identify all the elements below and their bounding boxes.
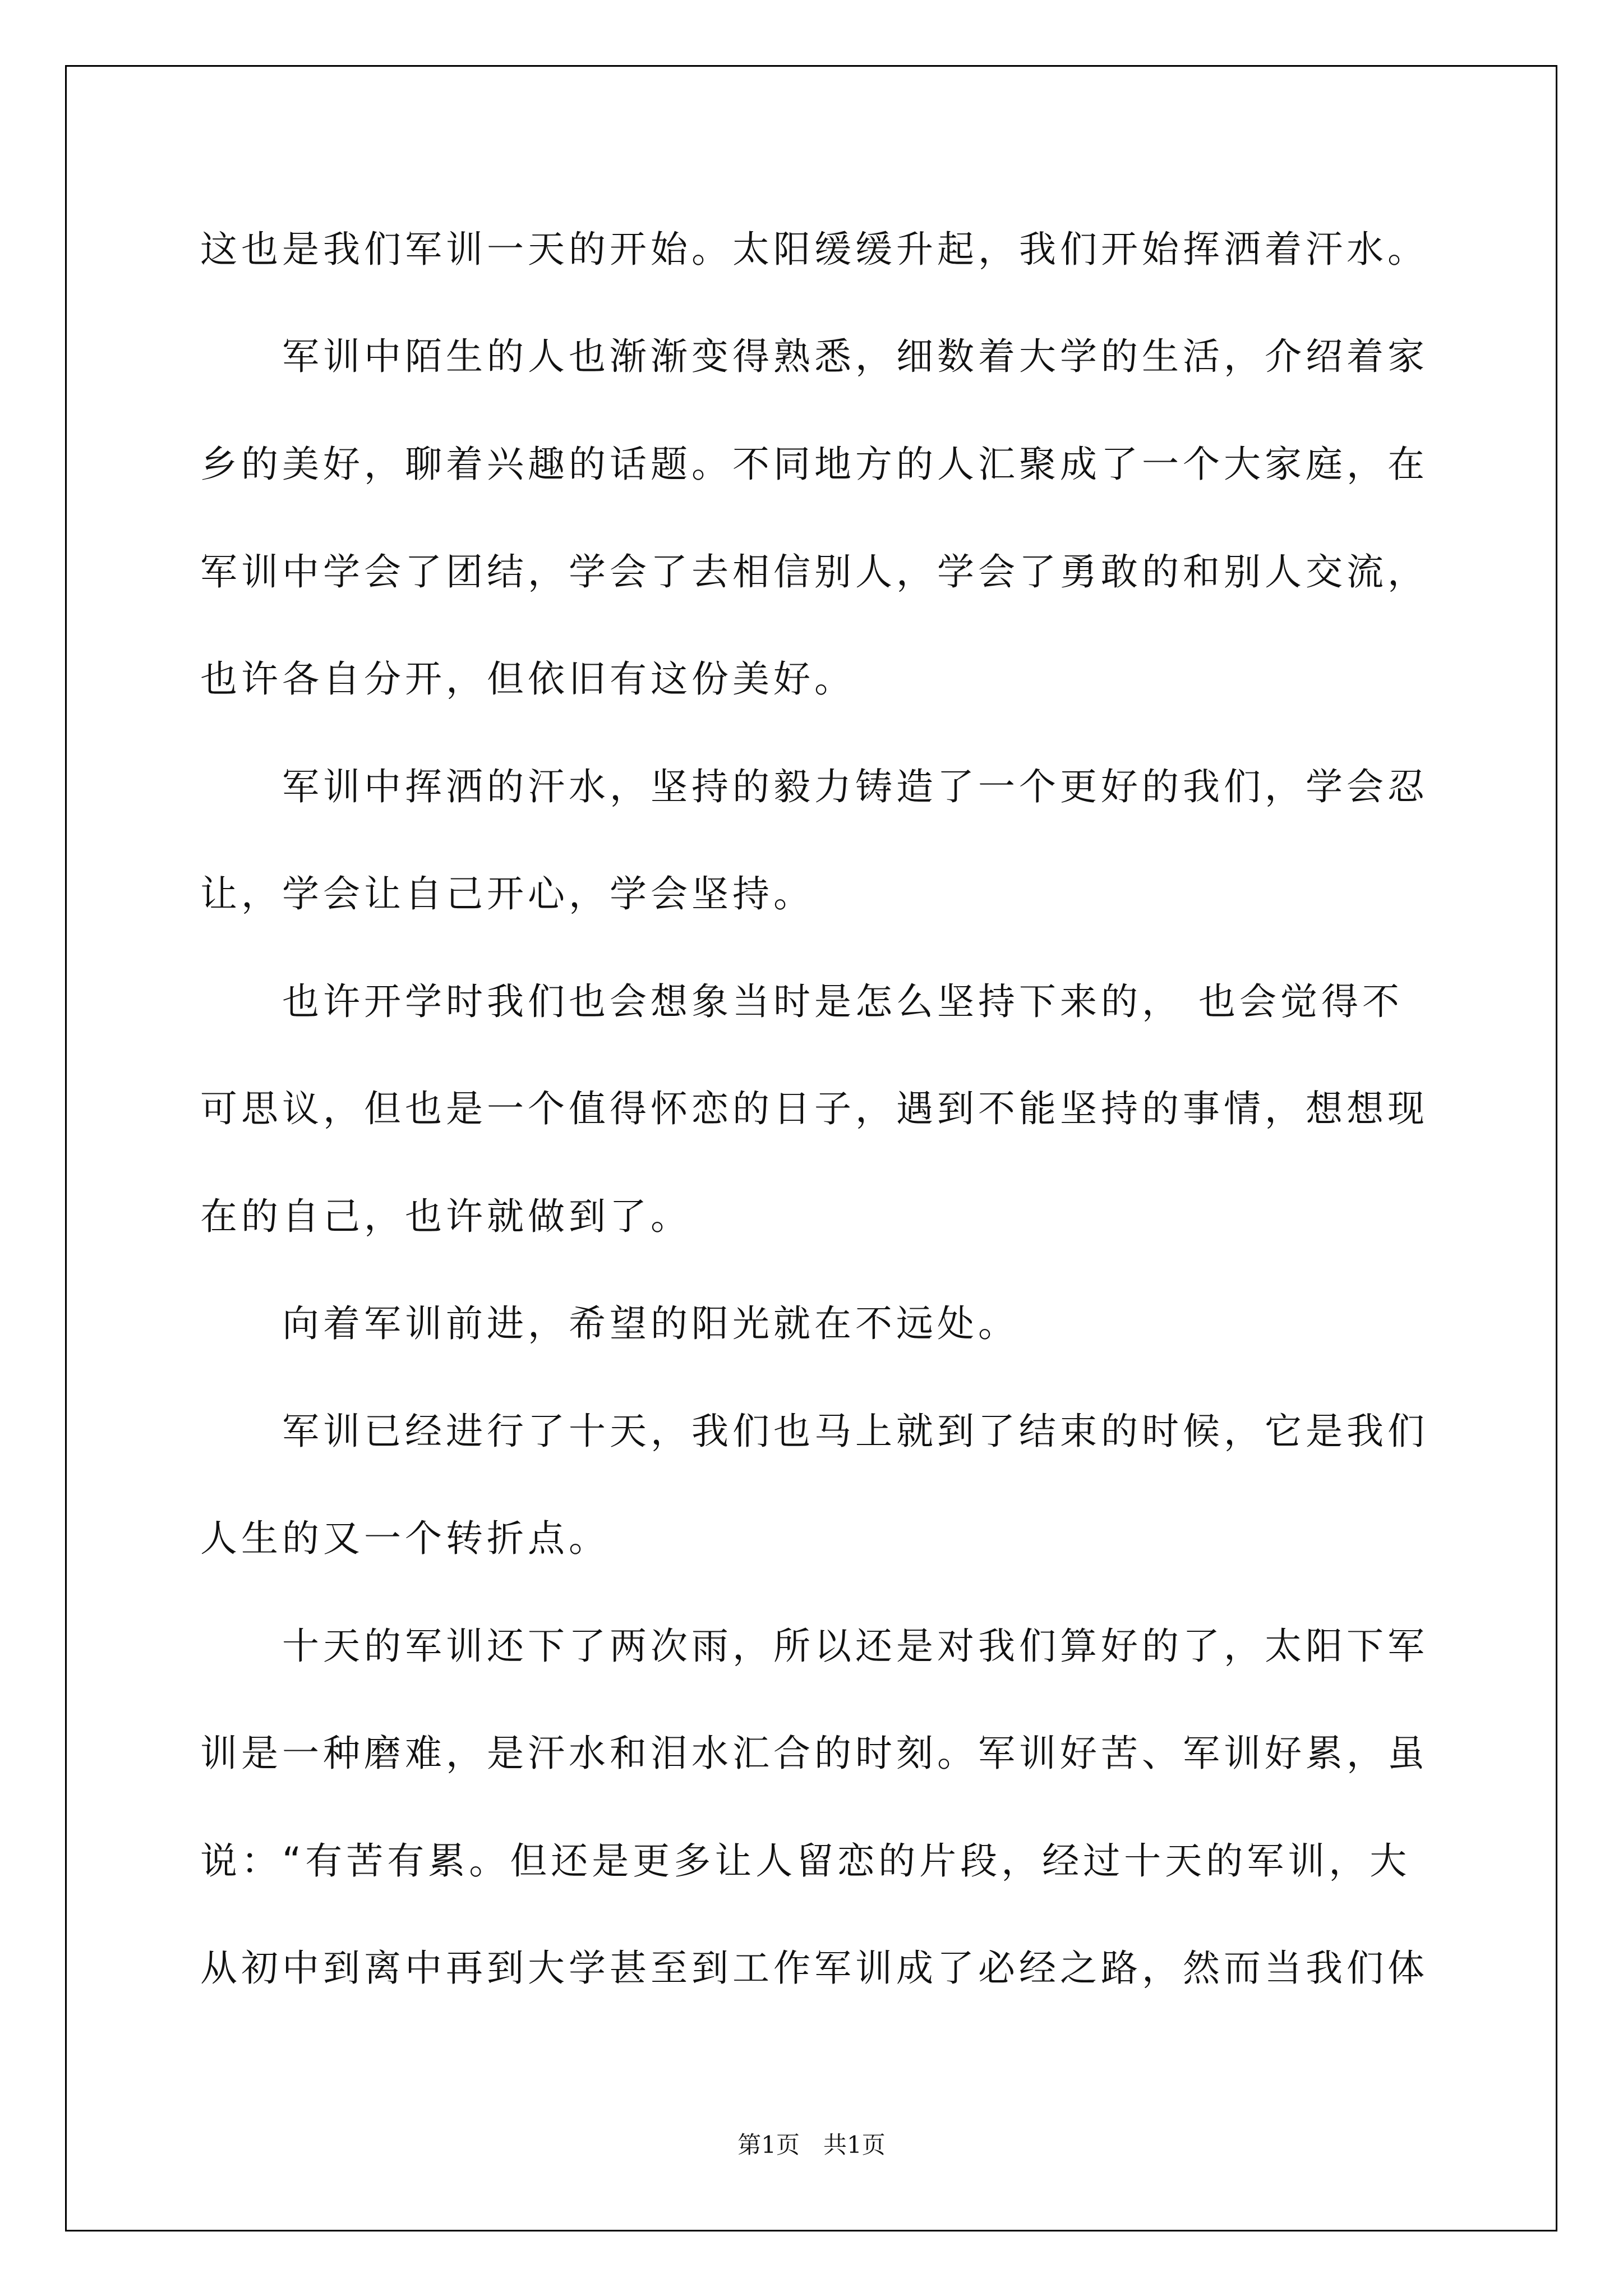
text-line: 军训中挥洒的汗水，坚持的毅力铸造了一个更好的我们，学会忍 — [200, 765, 1428, 808]
text-line: 军训中陌生的人也渐渐变得熟悉，细数着大学的生活，介绍着家 — [200, 335, 1428, 378]
text-line: 这也是我们军训一天的开始。太阳缓缓升起，我们开始挥洒着汗水。 — [200, 228, 1428, 271]
text-line: 说：“有苦有累。但还是更多让人留恋的片段，经过十天的军训，大 — [200, 1839, 1411, 1883]
text-line: 向着军训前进，希望的阳光就在不远处。 — [200, 1302, 1019, 1345]
text-line: 可思议，但也是一个值得怀恋的日子，遇到不能坚持的事情，想想现 — [200, 1087, 1428, 1130]
text-line: 十天的军训还下了两次雨，所以还是对我们算好的了，太阳下军 — [200, 1625, 1428, 1668]
page-border — [65, 65, 1557, 2231]
text-line: 从初中到离中再到大学甚至到工作军训成了必经之路，然而当我们体 — [200, 1947, 1428, 1990]
text-line: 也许开学时我们也会想象当时是怎么坚持下来的， 也会觉得不 — [200, 980, 1403, 1023]
text-line: 军训已经进行了十天，我们也马上就到了结束的时候，它是我们 — [200, 1410, 1428, 1453]
page-footer: 第1页 共1页 — [737, 2131, 886, 2159]
text-line: 人生的又一个转折点。 — [200, 1517, 610, 1560]
text-line: 训是一种磨难，是汗水和泪水汇合的时刻。军训好苦、军训好累，虽 — [200, 1732, 1428, 1775]
text-line: 也许各自分开，但依旧有这份美好。 — [200, 657, 855, 701]
text-line: 乡的美好，聊着兴趣的话题。不同地方的人汇聚成了一个大家庭，在 — [200, 443, 1428, 486]
text-line: 让，学会让自己开心，学会坚持。 — [200, 872, 814, 915]
text-line: 在的自己，也许就做到了。 — [200, 1195, 691, 1238]
text-line: 军训中学会了团结，学会了去相信别人，学会了勇敢的和别人交流， — [200, 550, 1428, 593]
